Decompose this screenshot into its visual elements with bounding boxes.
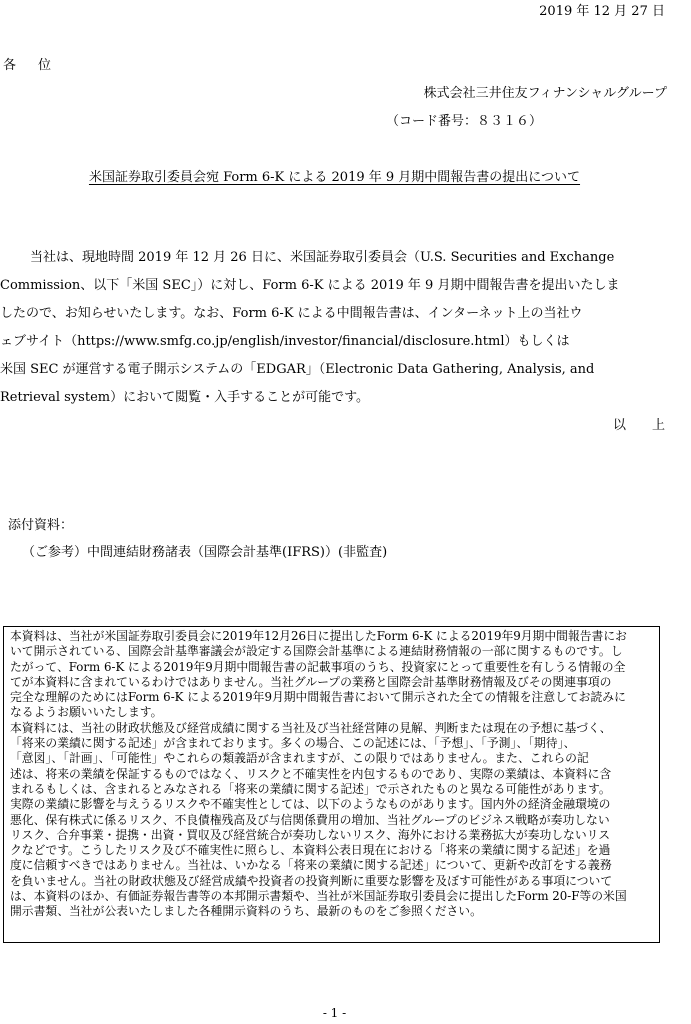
body-line-2: Commission、以下「米国 SEC」）に対し、Form 6-K による 2019 年 9 月期中間報告書を提出いたしま (0, 278, 620, 293)
body-line-3: したので、お知らせいたします。なお、Form 6-K による中間報告書は、インターネット上の当社ウ (0, 306, 583, 321)
disclaimer-line: を負いません。当社の財政状態及び経営成績や投資者の投資判断に重要な影響を及ぼす可能性がある事項について (10, 873, 613, 888)
closing-mark: 以上 (612, 418, 691, 433)
disclaimer-line: クなどです。こうしたリスク及び不確実性に照らし、本資料公表日現在における「将来の業績に関する記述」を過 (10, 843, 611, 858)
body-line-5: 米国 SEC が運営する電子開示システムの「EDGAR」（Electronic Data Gathering, Analysis, and (0, 362, 595, 377)
body-line-1: 当社は、現地時間 2019 年 12 月 26 日に、米国証券取引委員会（U.S. Securities and Exchange (30, 250, 615, 265)
document-title (0, 166, 669, 185)
document-title-text: 米国証券取引委員会宛 Form 6-K による 2019 年 9 月期中間報告書の提出について (88, 170, 581, 185)
addressee: 各位 (3, 58, 74, 73)
disclaimer-line: 本資料は、当社が米国証券取引委員会に2019年12月26日に提出したForm 6-K による2019年9月期中間報告書にお (10, 629, 627, 643)
disclaimer-line: 「将来の業績に関する記述」が含まれております。多くの場合、この記述には、「予想」、「予測」、「期待」、 (10, 736, 576, 751)
document-date: 2019 年 12 月 27 日 (539, 4, 665, 19)
disclaimer-line: たがって、Form 6-K による2019年9月期中間報告書の記載事項のうち、投資家にとって重要性を有しうる情報の全 (10, 659, 626, 674)
disclaimer-line: なるようお願いいたします。 (10, 705, 163, 720)
disclaimer-line: 開示書類、当社が公表いたしました各種開示資料のうち、最新のものをご参照ください。 (10, 904, 482, 919)
disclaimer-line: リスク、合弁事業・提携・出資・買収及び経営統合が奏功しないリスク、海外における業務拡大が奏功しないリス (10, 827, 610, 842)
body-line-6: Retrieval system）において閲覧・入手することが可能です。 (0, 390, 370, 405)
attachments-label: 添付資料： (8, 518, 74, 533)
disclaimer-line: 述は、将来の業績を保証するものではなく、リスクと不確実性を内包するものであり、実際の業績は、本資料に含 (10, 766, 612, 781)
securities-code: （コード番号：８３１６） (386, 114, 543, 129)
company-name: 株式会社三井住友フィナンシャルグループ (423, 86, 667, 101)
disclaimer-line: 実際の業績に影響を与えうるリスクや不確実性としては、以下のようなものがあります。国内外の経済金融環境の (10, 797, 611, 812)
disclaimer-line: 悪化、保有株式に係るリスク、不良債権残高及び与信関係費用の増加、当社グループのビジネス戦略が奏功しない (10, 812, 610, 827)
page-number: - 1 - (322, 1006, 347, 1020)
attachment-item: （ご参考）中間連結財務諸表（国際会計基準(IFRS)）(非監査) (22, 545, 388, 560)
body-line-4: ェブサイト（https://www.smfg.co.jp/english/investor/financial/disclosure.html）もしくは (0, 334, 570, 349)
disclaimer-line: いて開示されている、国際会計基準審議会が設定する国際会計基準による連結財務情報の一部に関するものです。し (10, 644, 623, 659)
disclaimer-line: 本資料には、当社の財政状態及び経営成績に関する当社及び当社経営陣の見解、判断または現在の予想に基づく、 (10, 720, 612, 735)
disclaimer-line: 「意図」、「計画」、「可能性」やこれらの類義語が含まれますが、この限りではありません。また、これらの記 (10, 751, 589, 766)
disclaimer-line: 完全な理解のためにはForm 6-K による2019年9月期中間報告書において開示された全ての情報を注意してお読みに (10, 690, 626, 705)
disclaimer-line: てが本資料に含まれているわけではありません。当社グループの業務と国際会計基準財務情報及びその関連事項の (10, 674, 612, 689)
disclaimer-line: は、本資料のほか、有価証券報告書等の本邦開示書類や、当社が米国証券取引委員会に提出したForm 20-F等の米国 (10, 889, 627, 904)
disclaimer-box (3, 626, 660, 943)
disclaimer-line: まれるもしくは、含まれるとみなされる「将来の業績に関する記述」で示されたものと異なる可能性があります。 (10, 781, 611, 796)
disclaimer-line: 度に信頼すべきではありません。当社は、いかなる「将来の業績に関する記述」について、更新や改訂をする義務 (10, 858, 612, 873)
